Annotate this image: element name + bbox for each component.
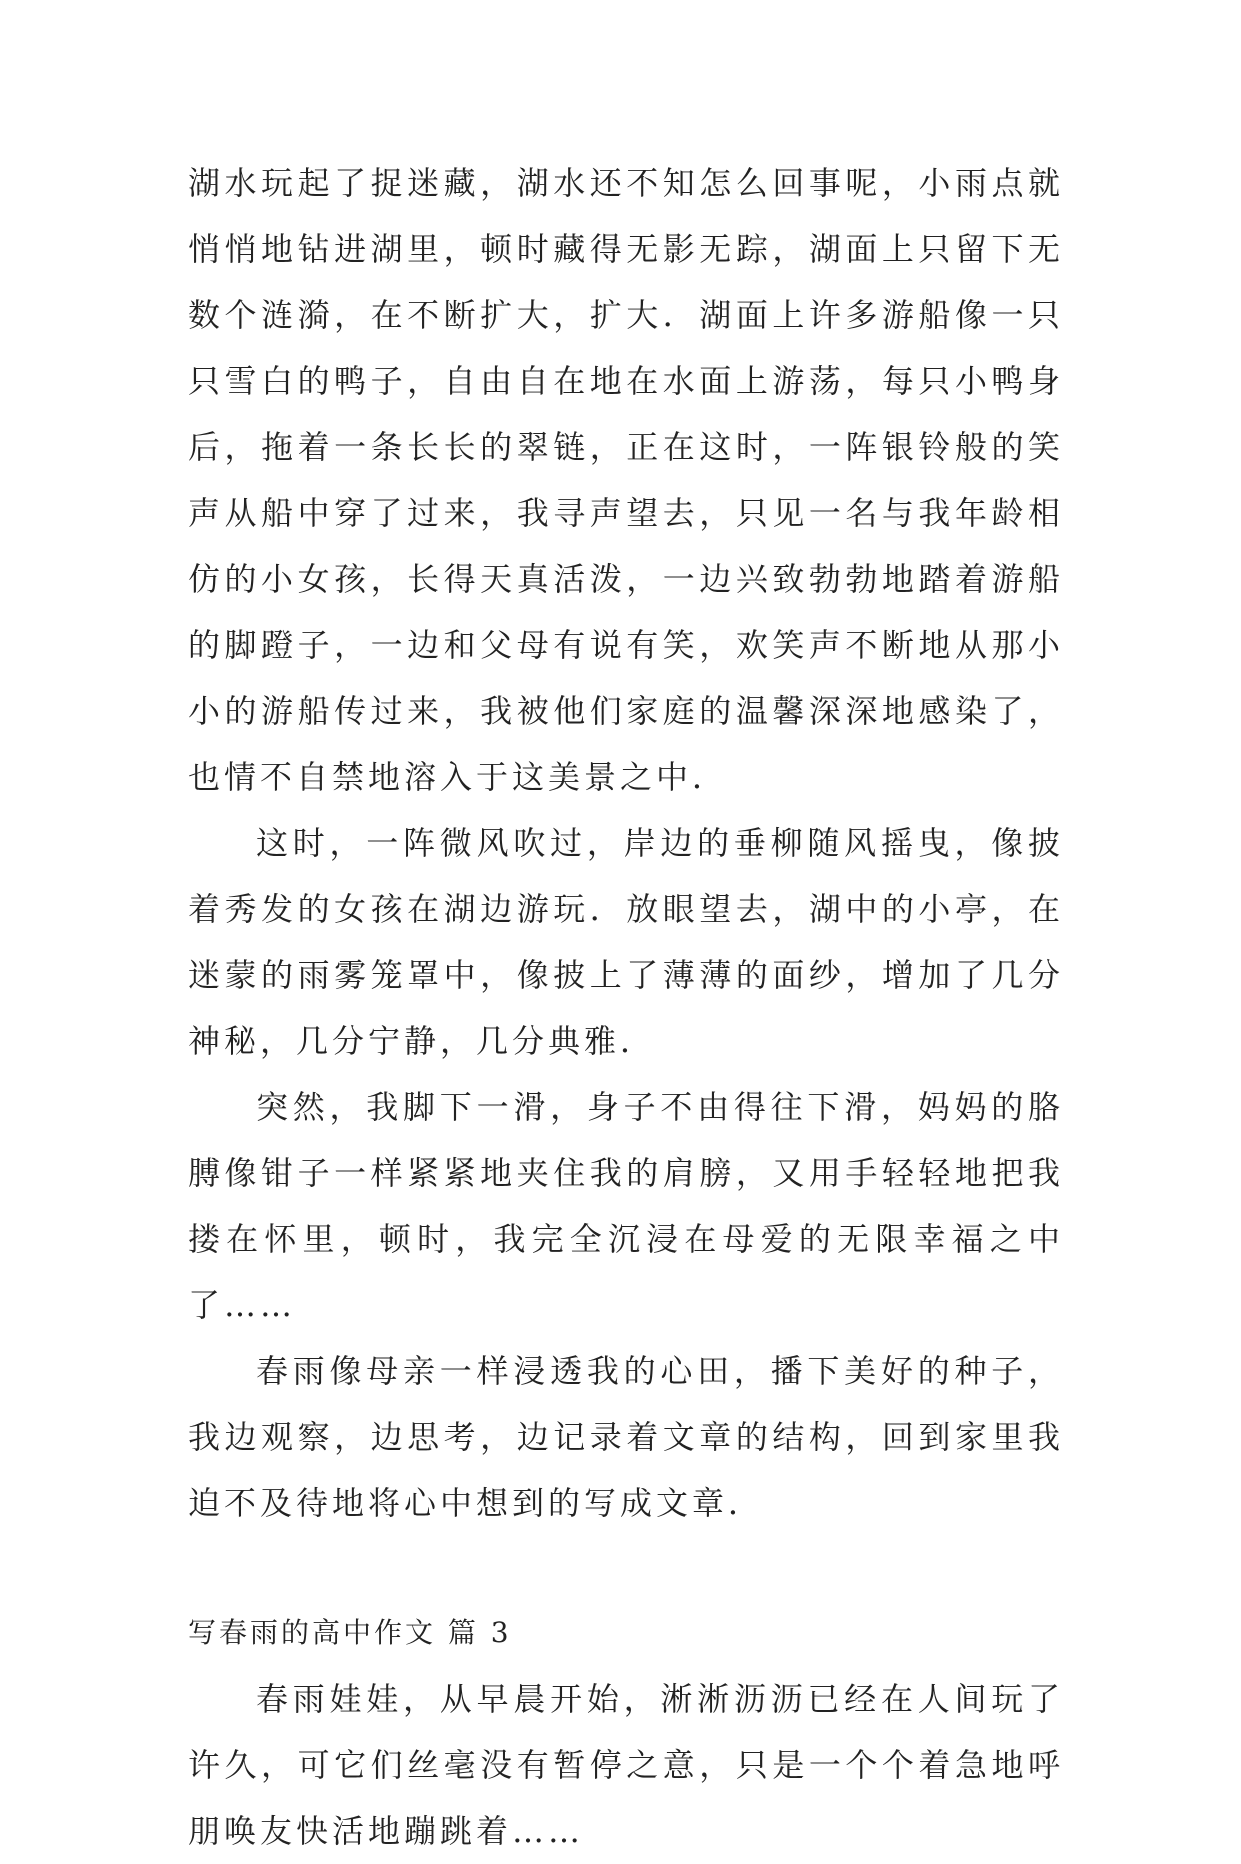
paragraph-willow-breeze: 这时，一阵微风吹过，岸边的垂柳随风摇曳，像披着秀发的女孩在湖边游玩．放眼望去，湖中的小亭，在迷蒙的雨雾笼罩中，像披上了薄薄的面纱，增加了几分神秘，几分宁静，几分典雅．: [188, 824, 1064, 1060]
paragraph-spring-rain-heart: 春雨像母亲一样浸透我的心田，播下美好的种子，我边观察，边思考，边记录着文章的结构，回到家里我迫不及待地将心中想到的写成文章．: [188, 1352, 1064, 1522]
paragraph-rain-babies: 春雨娃娃，从早晨开始，淅淅沥沥已经在人间玩了许久，可它们丝毫没有暂停之意，只是一个个着急地呼朋唤友快活地蹦跳着……: [188, 1680, 1064, 1850]
section-spacer: [188, 1536, 1064, 1600]
paragraph-mother-embrace: 突然，我脚下一滑，身子不由得往下滑，妈妈的胳膊像钳子一样紧紧地夹住我的肩膀，又用手轻轻地把我搂在怀里，顿时，我完全沉浸在母爱的无限幸福之中了……: [188, 1088, 1064, 1324]
paragraph-lake-scene: 湖水玩起了捉迷藏，湖水还不知怎么回事呢，小雨点就悄悄地钻进湖里，顿时藏得无影无踪，湖面上只留下无数个涟漪，在不断扩大，扩大．湖面上许多游船像一只只雪白的鸭子，自由自在地在水面上游荡，每只小鸭身后，拖着一条长长的翠链，正在这时，一阵银铃般的笑声从船中穿了过来，我寻声望去，只见一名与我年龄相仿的小女孩，长得天真活泼，一边兴致勃勃地踏着游船的脚蹬子，一边和父母有说有笑，欢笑声不断地从那小小的游船传过来，我被他们家庭的温馨深深地感染了，也情不自禁地溶入于这美景之中．: [188, 164, 1064, 796]
document-body: [188, 150, 1064, 1864]
section-heading: 写春雨的高中作文 篇 3: [188, 1616, 512, 1649]
